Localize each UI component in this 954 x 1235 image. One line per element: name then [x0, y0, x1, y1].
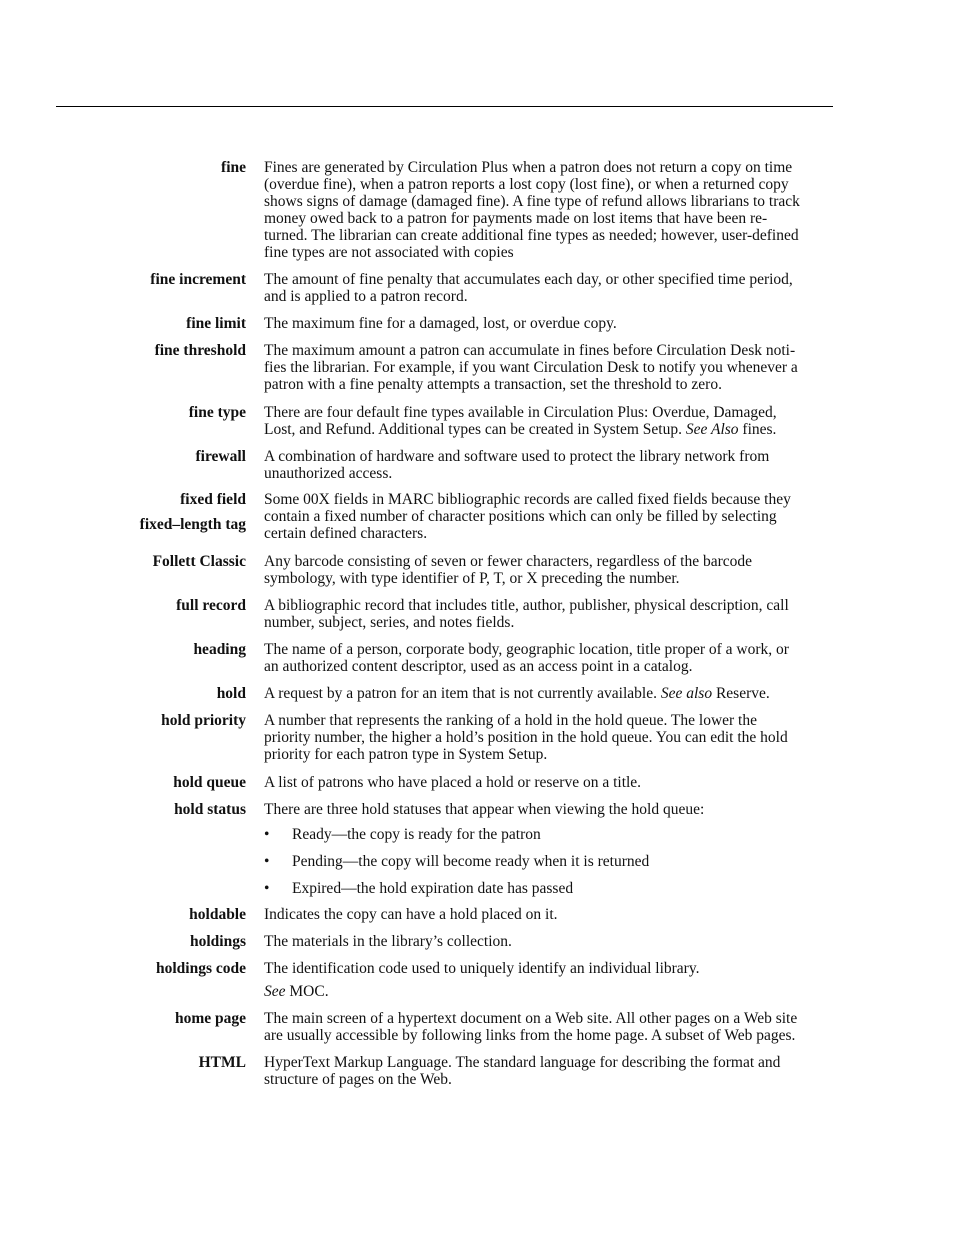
term: fine type: [188, 404, 246, 421]
definition-line: number, subject, series, and notes fields.: [264, 614, 515, 631]
definition-line: patron with a fine penalty attempts a transaction, set the threshold to zero.: [264, 376, 722, 393]
definition: [264, 685, 864, 702]
definition: [264, 712, 864, 763]
definition-line: Any barcode consisting of seven or fewer characters, regardless of the barcode: [264, 553, 753, 570]
definition-line: The identification code used to uniquely identify an individual library.: [264, 960, 700, 977]
definition: [264, 491, 864, 542]
definition-line: There are four default fine types available in Circulation Plus: Overdue, Damaged,: [264, 404, 777, 421]
definition-line: an authorized content descriptor, used as an access point in a catalog.: [264, 658, 693, 675]
definition-line: money owed back to a patron for payments made on lost items that have been re-: [264, 210, 768, 227]
list-item-text: Pending—the copy will become ready when it is returned: [292, 853, 650, 870]
definition-line: The name of a person, corporate body, geographic location, title proper of a work, or: [264, 641, 789, 658]
definition-line: structure of pages on the Web.: [264, 1071, 452, 1088]
definition: [264, 906, 864, 923]
term: hold priority: [161, 712, 246, 729]
definition: [264, 159, 864, 261]
see-also-reference: See also: [660, 685, 713, 702]
term: firewall: [195, 448, 246, 465]
term: hold queue: [173, 774, 246, 791]
definition-line: The main screen of a hypertext document on a Web site. All other pages on a Web site: [264, 1010, 798, 1027]
definition-line: A combination of hardware and software used to protect the library network from: [264, 448, 770, 465]
bullet-icon: •: [264, 880, 270, 897]
list-item-text: Ready—the copy is ready for the patron: [292, 826, 541, 843]
definition-line: [264, 685, 864, 702]
definition-line: certain defined characters.: [264, 525, 428, 542]
definition: [264, 342, 864, 393]
term: fine: [221, 159, 246, 176]
bullet-icon: •: [264, 853, 270, 870]
definition: [264, 1054, 864, 1088]
definition-line: are usually accessible by following links from the home page. A subset of Web pages.: [264, 1027, 796, 1044]
definition-line: priority for each patron type in System Setup.: [264, 746, 548, 763]
definition-line: Some 00X fields in MARC bibliographic records are called fixed fields because they: [264, 491, 791, 508]
definition-line: fies the librarian. For example, if you want Circulation Desk to notify you whenever a: [264, 359, 798, 376]
term: holdings: [189, 933, 246, 950]
definition-line: Fines are generated by Circulation Plus when a patron does not return a copy on time: [264, 159, 793, 176]
bullet-icon: •: [264, 826, 270, 843]
term: hold status: [174, 801, 246, 818]
definition-line: priority number, the higher a hold’s position in the hold queue. You can edit the hold: [264, 729, 788, 746]
term: Follett Classic: [152, 553, 246, 570]
definition: [264, 960, 864, 977]
see-reference: See: [264, 983, 286, 1000]
see-also-reference: See Also: [685, 421, 739, 438]
term: hold: [216, 685, 246, 702]
term: home page: [174, 1010, 246, 1027]
definition-line: A number that represents the ranking of a hold in the hold queue. The lower the: [264, 712, 757, 729]
definition-line: symbology, with type identifier of P, T, or X preceding the number.: [264, 570, 680, 587]
definition-line: The maximum amount a patron can accumulate in fines before Circulation Desk noti-: [264, 342, 796, 359]
definition: [264, 1010, 864, 1044]
definition-line: A bibliographic record that includes title, author, publisher, physical description, call: [264, 597, 789, 614]
definition-line: Indicates the copy can have a hold placed on it.: [264, 906, 558, 923]
definition-line: shows signs of damage (damaged fine). A fine type of refund allows librarians to track: [264, 193, 800, 210]
term: holdings code: [155, 960, 246, 977]
definition-line: HyperText Markup Language. The standard language for describing the format and: [264, 1054, 781, 1071]
definition-line: The amount of fine penalty that accumulates each day, or other specified time period,: [264, 271, 793, 288]
term: holdable: [189, 906, 246, 923]
term: fine threshold: [154, 342, 246, 359]
definition: [264, 801, 864, 818]
definition-line: [264, 421, 864, 438]
term: fine increment: [150, 271, 246, 288]
definition-line: contain a fixed number of character positions which can only be filled by selecting: [264, 508, 777, 525]
definition: [264, 933, 864, 950]
definition-text: Lost, and Refund. Additional types can be created in System Setup.: [264, 421, 686, 438]
definition-line: A list of patrons who have placed a hold or reserve on a title.: [264, 774, 642, 791]
definition-line: The materials in the library’s collection.: [264, 933, 512, 950]
header-rule: [56, 106, 833, 107]
definition: [264, 448, 864, 482]
definition: [264, 774, 864, 791]
term: HTML: [198, 1054, 246, 1071]
definition: [264, 404, 864, 438]
definition-line: (overdue fine), when a patron reports a lost copy (lost fine), or when a returned copy: [264, 176, 789, 193]
definition-text: Reserve.: [712, 685, 770, 702]
term: fixed field: [180, 491, 246, 508]
definition: [264, 597, 864, 631]
term-alias: fixed–length tag: [139, 516, 246, 533]
see-reference-line: [264, 983, 329, 1000]
definition-line: turned. The librarian can create additional fine types as needed; however, user-defined: [264, 227, 799, 244]
definition-line: fine types are not associated with copies: [264, 244, 514, 261]
definition-line: unauthorized access.: [264, 465, 393, 482]
definition-text: A request by a patron for an item that is not currently available.: [264, 685, 661, 702]
term: full record: [176, 597, 246, 614]
definition-line: and is applied to a patron record.: [264, 288, 468, 305]
definition: [264, 315, 864, 332]
definition-line: The maximum fine for a damaged, lost, or overdue copy.: [264, 315, 617, 332]
definition: [264, 641, 864, 675]
term: fine limit: [186, 315, 246, 332]
definition: [264, 271, 864, 305]
list-item-text: Expired—the hold expiration date has passed: [292, 880, 574, 897]
term: heading: [193, 641, 246, 658]
definition-line: There are three hold statuses that appear when viewing the hold queue:: [264, 801, 705, 818]
definition-text: fines.: [738, 421, 777, 438]
definition-text: MOC.: [285, 983, 329, 1000]
definition: [264, 553, 864, 587]
